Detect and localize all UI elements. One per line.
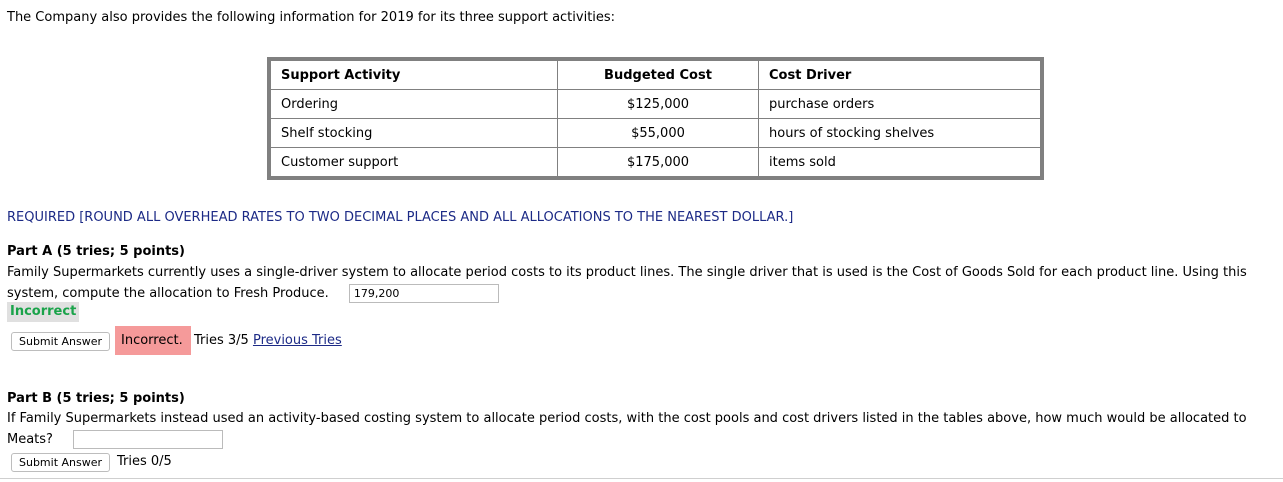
part-a-submit-button[interactable]: Submit Answer	[11, 332, 110, 351]
part-a-tries-count: Tries 3/5	[194, 333, 249, 348]
header-support-activity: Support Activity	[271, 61, 558, 90]
cell-activity: Shelf stocking	[271, 119, 558, 148]
required-instructions: REQUIRED [ROUND ALL OVERHEAD RATES TO TWO DECIMAL PLACES AND ALL ALLOCATIONS TO THE NEAREST DOLLAR.]	[7, 210, 794, 225]
part-b-question-text: If Family Supermarkets instead used an activity-based costing system to allocate period costs, with the cost pools and cost drivers listed in the tables above, how much would be allocated to Meats?	[7, 411, 1247, 447]
cell-driver: purchase orders	[759, 90, 1041, 119]
part-b-answer-input[interactable]	[73, 430, 223, 449]
table-header-row	[271, 61, 1041, 90]
cell-driver: hours of stocking shelves	[759, 119, 1041, 148]
cell-driver: items sold	[759, 148, 1041, 177]
part-a-incorrect-badge: Incorrect.	[115, 326, 191, 355]
part-a-question	[7, 262, 1277, 304]
part-a-tries	[194, 333, 342, 348]
part-a-heading: Part A (5 tries; 5 points)	[7, 244, 185, 259]
table-row	[271, 148, 1041, 177]
part-b-submit-button[interactable]: Submit Answer	[11, 453, 110, 472]
part-a-answer-input[interactable]	[349, 284, 499, 303]
support-activities-table	[270, 60, 1041, 177]
header-cost-driver: Cost Driver	[759, 61, 1041, 90]
bottom-divider	[0, 478, 1283, 479]
table-row	[271, 90, 1041, 119]
part-a-status-label: Incorrect	[7, 302, 79, 322]
part-b-question	[7, 408, 1277, 450]
part-b-tries: Tries 0/5	[117, 454, 172, 469]
part-a-question-text: Family Supermarkets currently uses a single-driver system to allocate period costs to its product lines. The single driver that is used is the Cost of Goods Sold for each product line. Using this system, compute the allocation to Fresh Produce.	[7, 265, 1247, 301]
cell-cost: $55,000	[558, 119, 759, 148]
intro-text: The Company also provides the following information for 2019 for its three support activities:	[7, 10, 616, 25]
table-row	[271, 119, 1041, 148]
cell-activity: Ordering	[271, 90, 558, 119]
cell-activity: Customer support	[271, 148, 558, 177]
header-budgeted-cost: Budgeted Cost	[558, 61, 759, 90]
part-b-heading: Part B (5 tries; 5 points)	[7, 391, 185, 406]
cell-cost: $125,000	[558, 90, 759, 119]
cell-cost: $175,000	[558, 148, 759, 177]
previous-tries-link[interactable]: Previous Tries	[252, 333, 342, 348]
support-activities-table-frame	[267, 57, 1044, 180]
